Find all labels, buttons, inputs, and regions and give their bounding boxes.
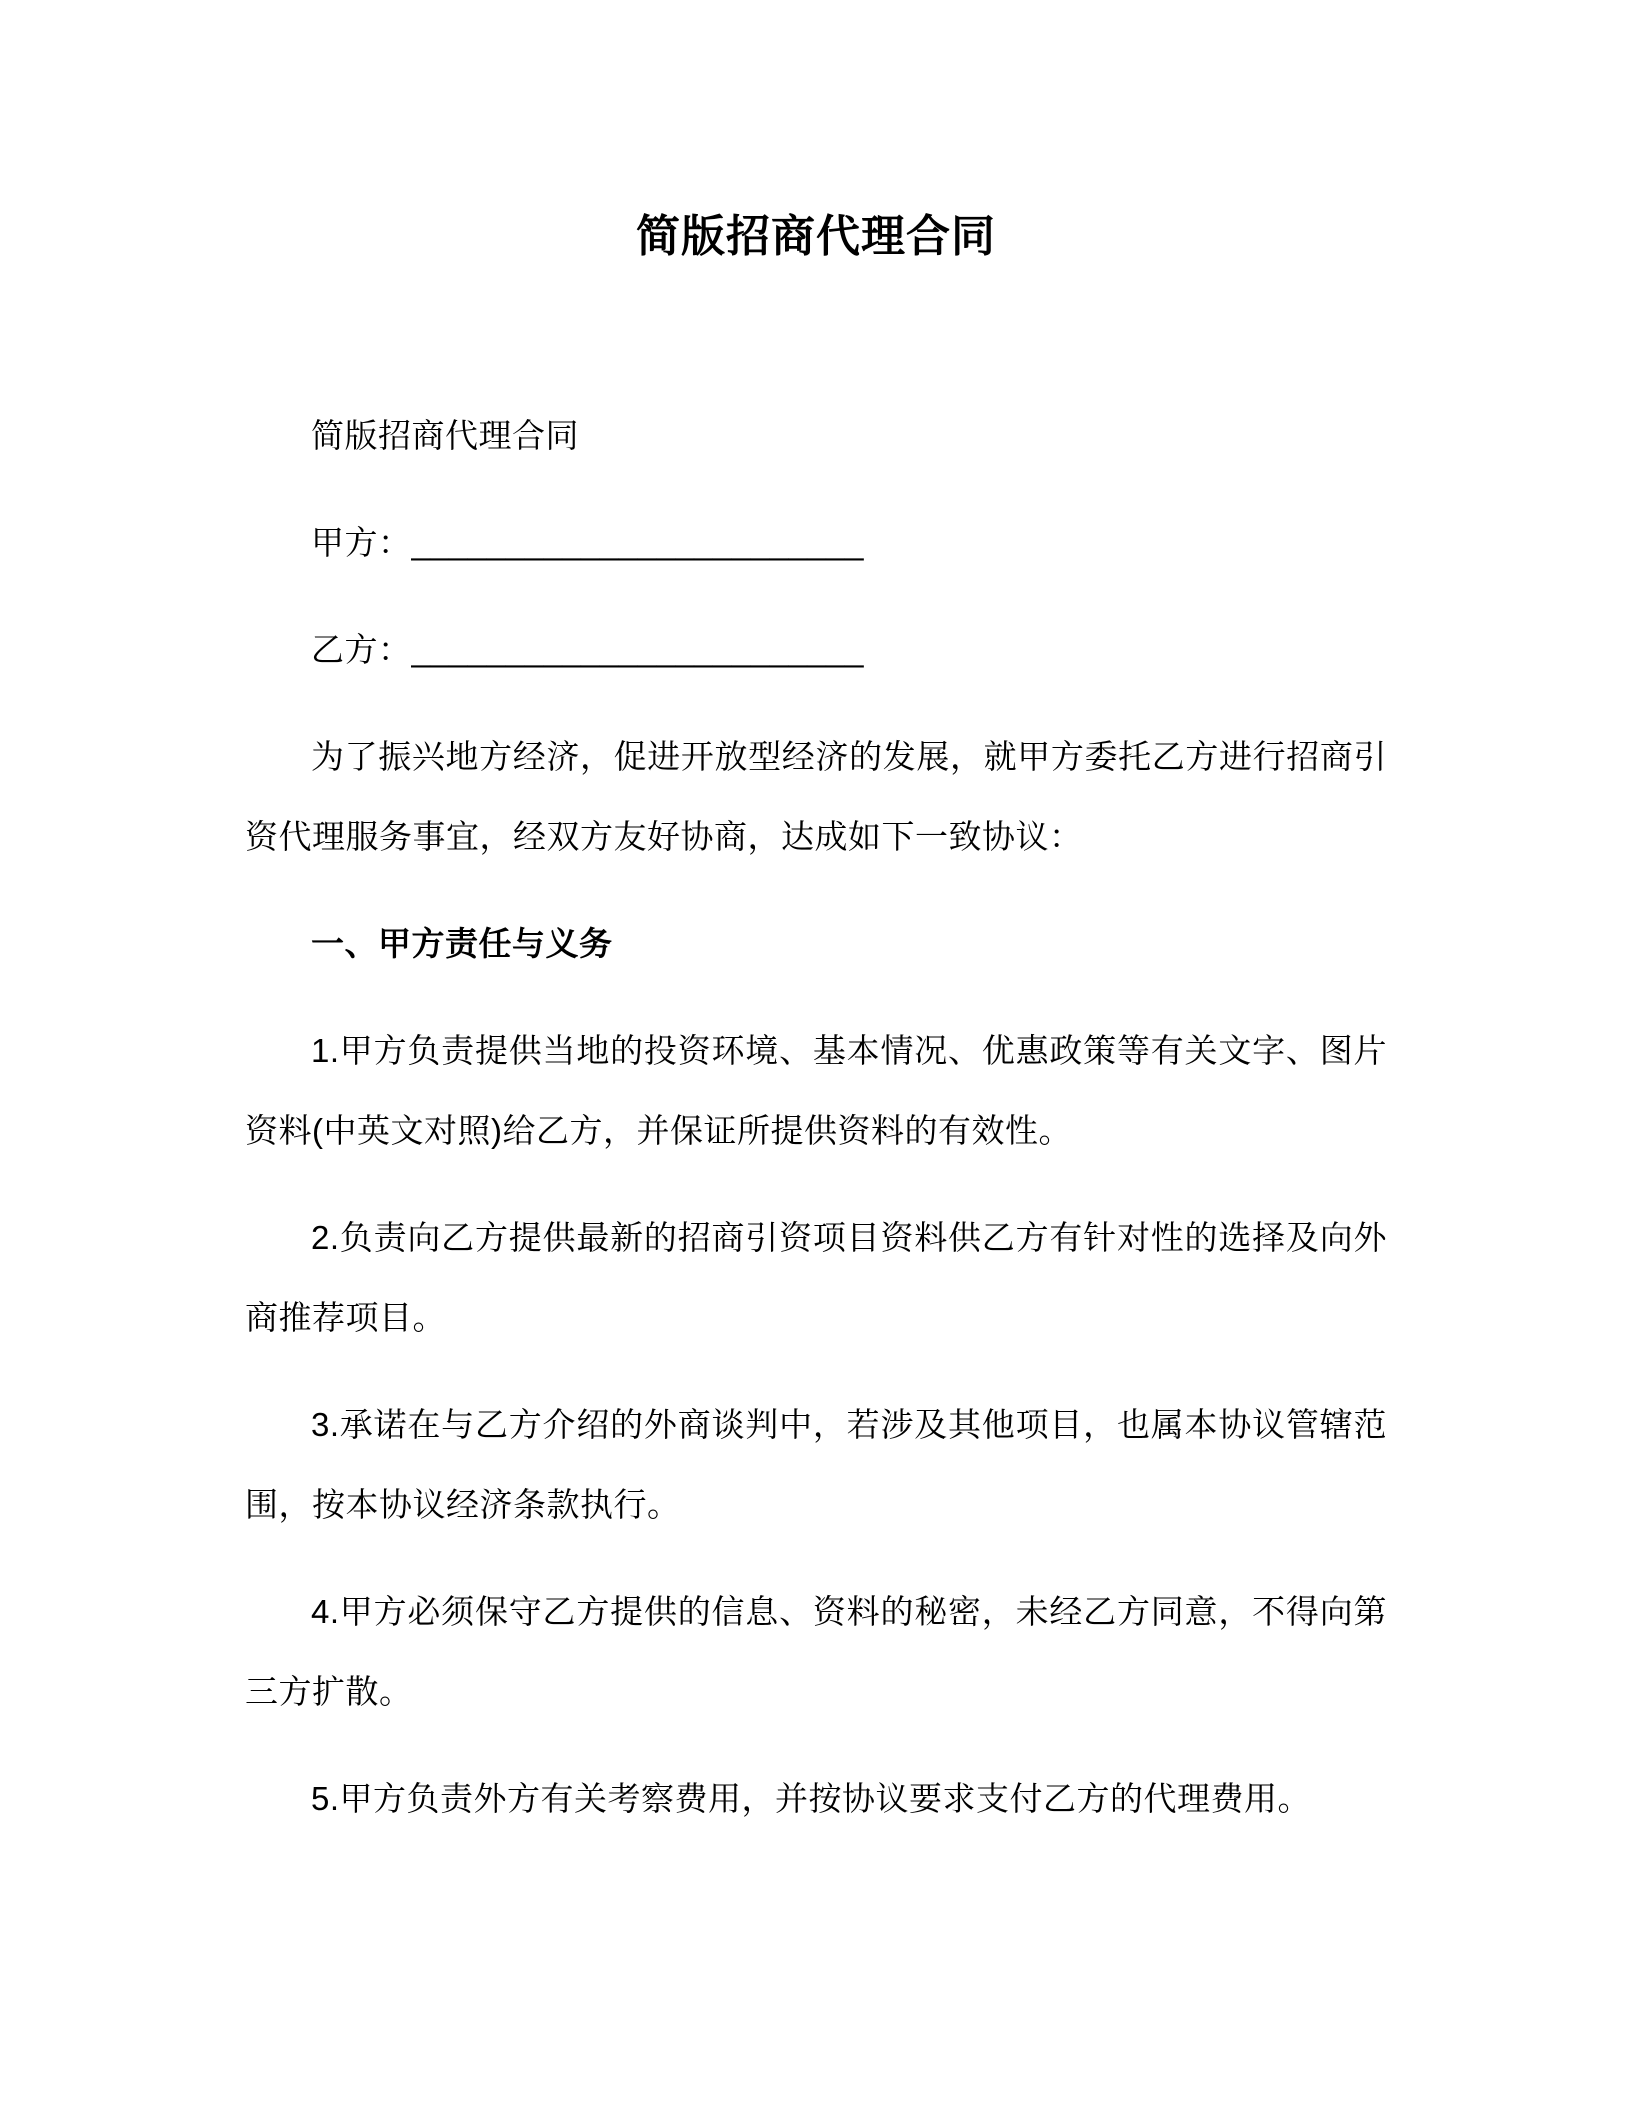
clause-5: 5.甲方负责外方有关考察费用，并按协议要求支付乙方的代理费用。 — [311, 1780, 1312, 1817]
section-heading-party-a-duties: 一、甲方责任与义务 — [311, 925, 613, 962]
clause-2: 2.负责向乙方提供最新的招商引资项目资料供乙方有针对性的选择及向外商推荐项目。 — [245, 1219, 1387, 1336]
party-a-blank-line: 甲方：________________________ — [311, 524, 864, 561]
clause-4: 4.甲方必须保守乙方提供的信息、资料的秘密，未经乙方同意，不得向第三方扩散。 — [245, 1593, 1387, 1710]
clause-1: 1.甲方负责提供当地的投资环境、基本情况、优惠政策等有关文字、图片资料(中英文对照)给乙方，并保证所提供资料的有效性。 — [245, 1032, 1387, 1149]
contract-subtitle: 简版招商代理合同 — [311, 417, 579, 454]
preamble-paragraph: 为了振兴地方经济，促进开放型经济的发展，就甲方委托乙方进行招商引资代理服务事宜，经双方友好协商，达成如下一致协议： — [245, 738, 1387, 855]
party-b-blank-line: 乙方：________________________ — [311, 631, 864, 668]
document-title: 简版招商代理合同 — [636, 212, 996, 261]
clause-3: 3.承诺在与乙方介绍的外商谈判中，若涉及其他项目，也属本协议管辖范围，按本协议经济条款执行。 — [245, 1406, 1387, 1523]
